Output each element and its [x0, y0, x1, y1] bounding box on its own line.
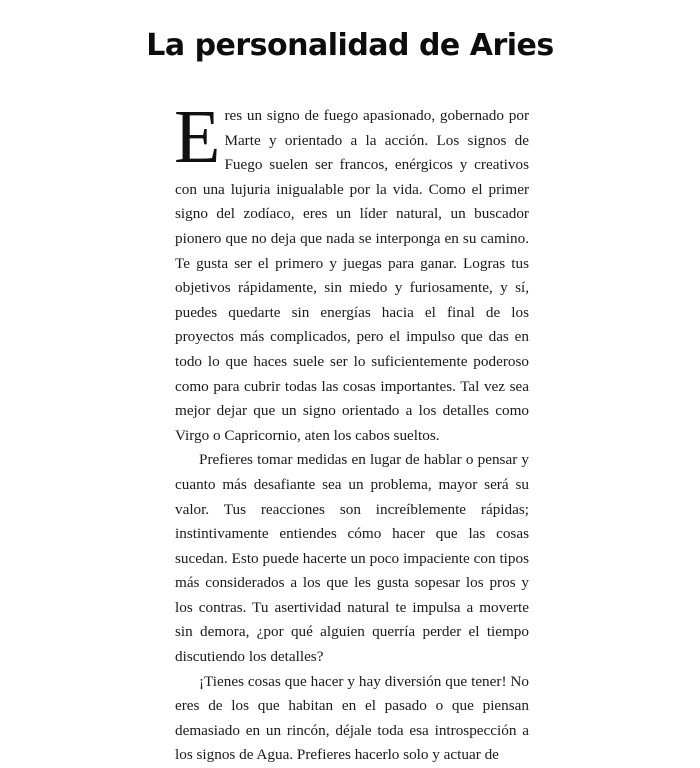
page-title: La personalidad de Aries [146, 28, 554, 63]
paragraph-1-text: res un signo de fuego apasionado, gobernado por Marte y orientado a la acción. Los signos de Fuego suelen ser francos, enérgicos y creativos con una lujuria inigualable por la vida. Como el primer signo del zodíaco, eres un líder natural, un buscador pionero que no deja que nada se interponga en su camino. Te gusta ser el primero y juegas para ganar. Logras tus objetivos rápidamente, sin miedo y furiosamente, y sí, puedes quedarte sin energías hacia el final de los proyectos más complicados, pero el impulso que das en todo lo que haces suele ser lo suficientemente poderoso como para cubrir todas las cosas importantes. Tal vez sea mejor dejar que un signo orientado a los detalles como Virgo o Capricornio, aten los cabos sueltos. [175, 107, 529, 444]
body-text [174, 95, 529, 768]
paragraph-2: Prefieres tomar medidas en lugar de hablar o pensar y cuanto más desafiante sea un problema, mayor será su valor. Tus reacciones son increíblemente rápidas; instintivamente entiendes cómo hacer que las cosas sucedan. Esto puede hacerte un poco impaciente con tipos más considerados a los que les gusta sopesar los pros y los contras. Tu asertividad natural te impulsa a moverte sin demora, ¿por qué alguien querría perder el tiempo discutiendo los detalles? [175, 451, 529, 666]
drop-cap: E [174, 95, 221, 179]
paragraph-1 [174, 95, 529, 448]
paragraph-3: ¡Tienes cosas que hacer y hay diversión que tener! No eres de los que habitan en el pasado o que piensan demasiado en un rincón, déjale toda esa introspección a los signos de Agua. Prefieres hacerlo solo y actuar de [175, 672, 529, 764]
